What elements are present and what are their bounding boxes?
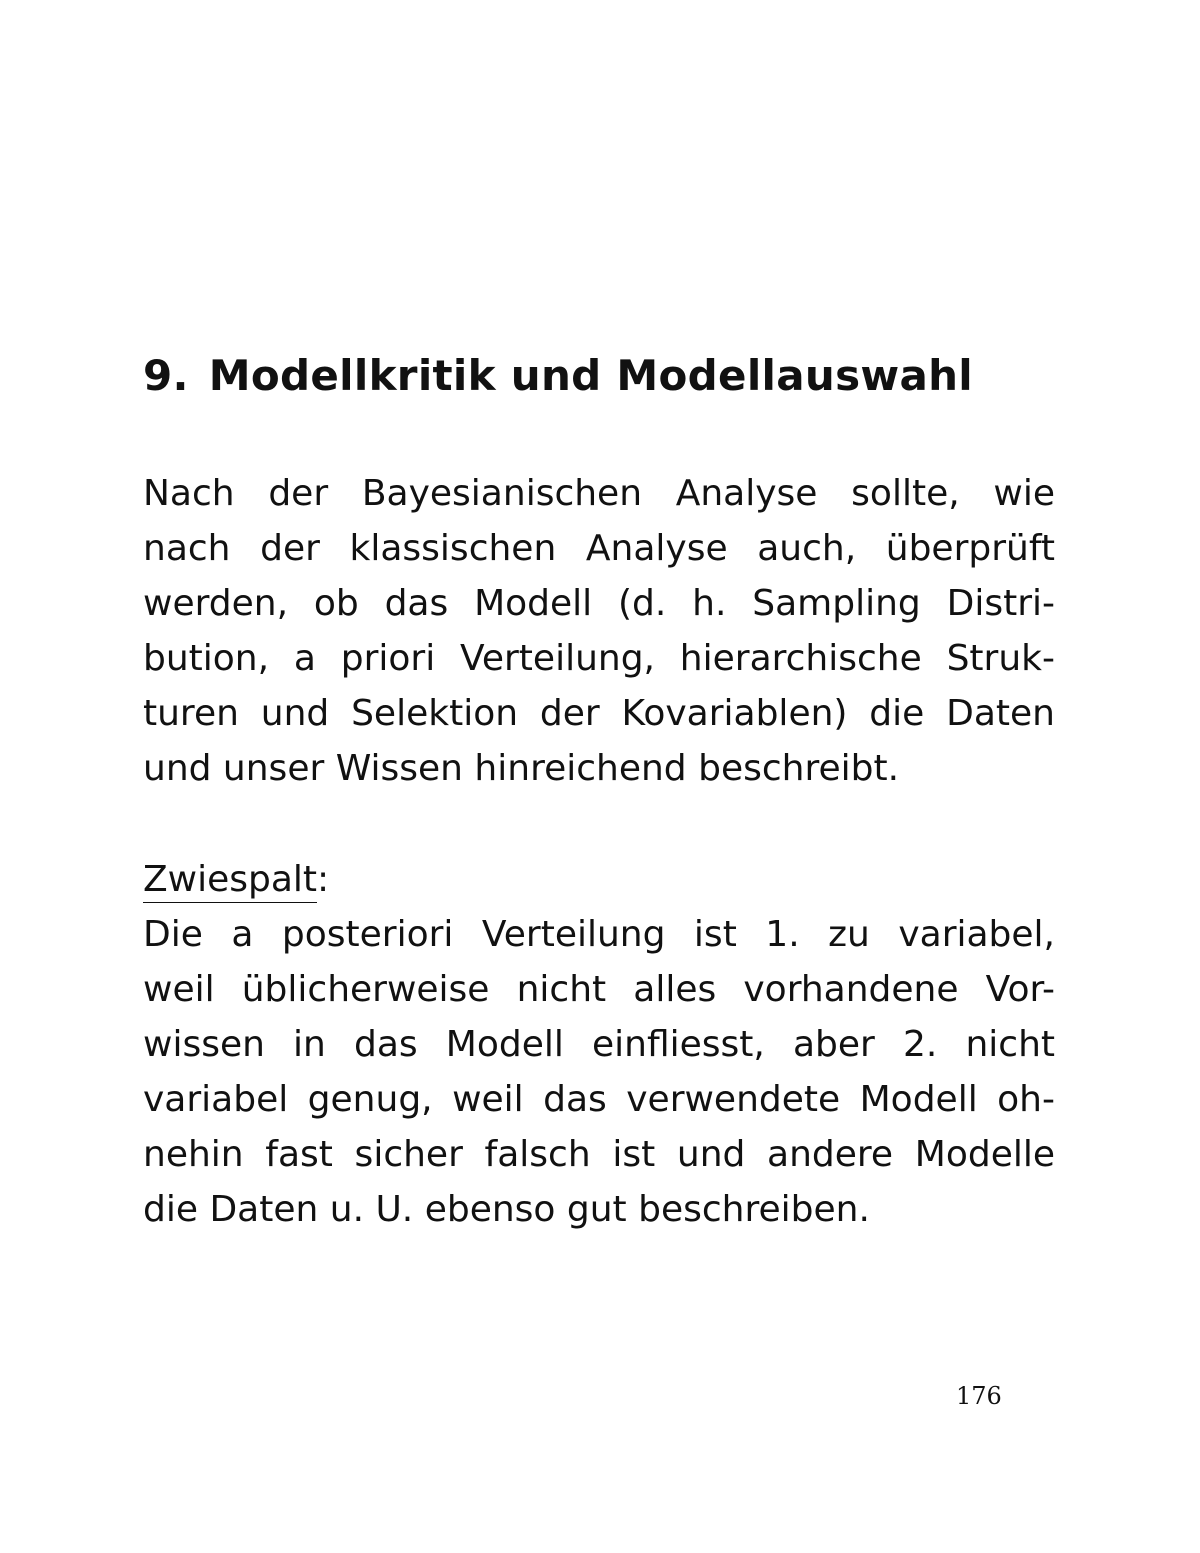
paragraph-line: turen und Selektion der Kovariablen) die Daten <box>143 693 1055 734</box>
paragraph-line: und unser Wissen hinreichend beschreibt. <box>143 748 900 789</box>
paragraph-line: variabel genug, weil das verwendete Modell oh- <box>143 1079 1055 1120</box>
zwiespalt-colon: : <box>317 859 330 900</box>
paragraph-line: die Daten u. U. ebenso gut beschreiben. <box>143 1189 870 1230</box>
paragraph-line: weil üblicherweise nicht alles vorhandene Vor- <box>143 969 1055 1010</box>
paragraph-line: nach der klassischen Analyse auch, überprüft <box>143 528 1055 569</box>
paragraph-line: wissen in das Modell einfliesst, aber 2. nicht <box>143 1024 1055 1065</box>
section-title: Modellkritik und Modellauswahl <box>208 351 974 400</box>
paragraph-line: werden, ob das Modell (d. h. Sampling Distri- <box>143 583 1055 624</box>
page-number: 176 <box>956 1382 1002 1410</box>
zwiespalt-underlined-word: Zwiespalt <box>143 858 317 903</box>
section-number: 9. <box>143 351 189 400</box>
zwiespalt-label <box>143 852 329 908</box>
section-heading <box>143 348 973 404</box>
paragraph-line: Nach der Bayesianischen Analyse sollte, wie <box>143 473 1055 514</box>
paragraph-line: nehin fast sicher falsch ist und andere Modelle <box>143 1134 1055 1175</box>
paragraph-line: Die a posteriori Verteilung ist 1. zu variabel, <box>143 914 1055 955</box>
paragraph-line: bution, a priori Verteilung, hierarchische Struk- <box>143 638 1055 679</box>
